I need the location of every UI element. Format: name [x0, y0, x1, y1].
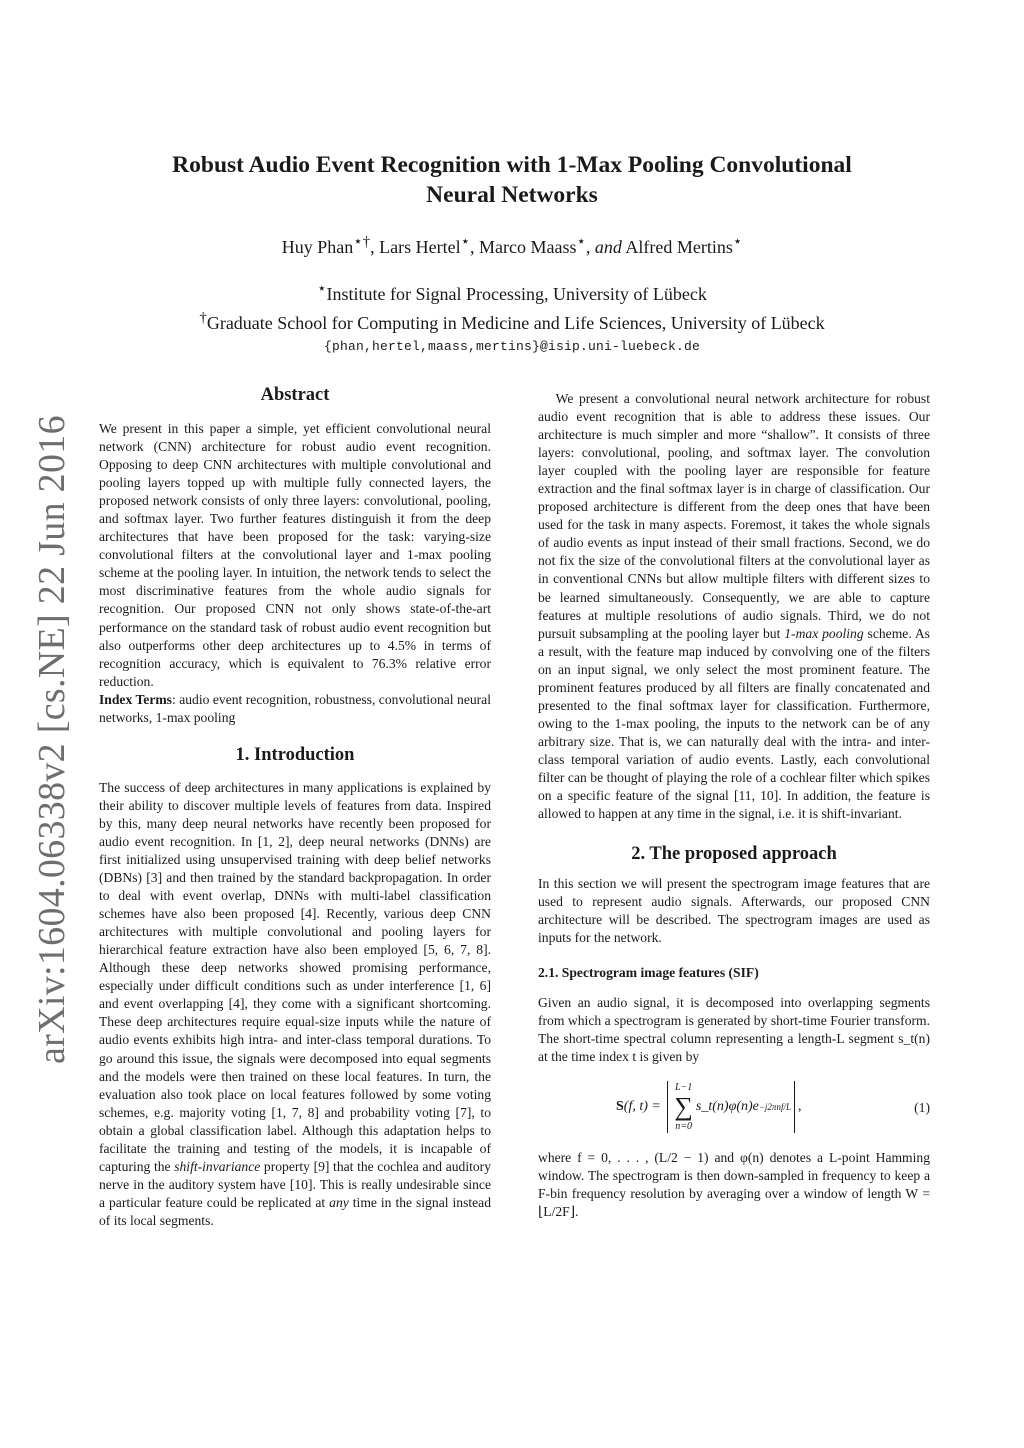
author-4: Alfred Mertins: [621, 237, 733, 257]
summation: [674, 1082, 693, 1132]
introduction-paragraph-2: [538, 390, 930, 823]
intro-p1-text: time in the signal instead of its local segments.: [99, 1194, 492, 1228]
index-terms: [99, 691, 491, 727]
author-1-marks: ⋆†: [353, 234, 371, 250]
intro-p2-text: We present a convolutional neural network architecture for robust audio event recognition that is able to address these issues. Our architecture is much simpler and more “shallow”. It consists of three layers: convolutional, pooling, and softmax layer. The convolution layer coupled with the pooling layer are responsible for feature extraction and the final softmax layer is in charge of classification. Our proposed architecture is different from the deep ones that have been used for the task in many aspects. Foremost, it takes the whole signals of audio events as input instead of their small fractions. Second, we do not fix the size of the convolutional filters at the convolutional layer as in conventional CNNs but allow multiple filters with different sizes to be learned simultaneously. Consequently, we are able to capture features at multiple resolutions of audio signals. Third, we do not pursuit subsampling at the pooling layer but: [538, 391, 930, 641]
author-3: Marco Maass: [479, 237, 577, 257]
affiliation-1-mark: ⋆: [317, 281, 327, 297]
equation-body: [616, 1081, 801, 1133]
author-list: [140, 230, 884, 259]
sum-lower-limit: n=0: [675, 1120, 692, 1132]
sif-paragraph-2: where f = 0, . . . , (L/2 − 1) and φ(n) denotes a L-point Hamming window. The spectrogram is then down-sampled in frequency to keep a F-bin frequency resolution by averaging over a window of length W = ⌊L/2F⌋.: [538, 1149, 930, 1219]
sum-symbol: ∑: [674, 1091, 693, 1121]
intro-p1-text: property [9] that the cochlea and auditory nerve in the auditory system have [10]. This is really undesirable since a particular feature could be replicated at: [99, 1158, 491, 1210]
author-separator: ,: [470, 237, 479, 257]
title-line-1: Robust Audio Event Recognition with 1-Max Pooling Convolutional: [172, 152, 852, 178]
equation-1: [538, 1077, 930, 1141]
author-separator: ,: [370, 237, 380, 257]
title-line-2: Neural Networks: [426, 182, 598, 208]
paper-title: [140, 150, 884, 210]
index-terms-text: : audio event recognition, robustness, convolutional neural networks, 1-max pooling: [99, 691, 491, 725]
left-column: [99, 384, 491, 1230]
index-terms-label: Index Terms: [99, 691, 172, 707]
equation-exponent: −j2πnf/L: [758, 1101, 791, 1112]
intro-p2-emphasis: 1-max pooling: [784, 625, 864, 641]
equation-lhs-args: (f, t) =: [623, 1098, 665, 1114]
intro-p1-emphasis: shift-invariance: [174, 1158, 261, 1174]
equation-trailing: ,: [797, 1098, 802, 1114]
intro-p2-text: scheme. As a result, with the feature map induced by convolving one of the filters on an input signal, we only select the most prominent feature. The prominent features produced by all filters are finally concatenated and presented to the final softmax layer for classification. Furthermore, owing to the 1-max pooling, the inputs to the network can be of any arbitrary size. That is, we can naturally deal with the intra- and inter-class temporal variation of audio events. Lastly, each convolutional filter can be thought of playing the role of a cochlear filter which spikes on a specific feature of the signal [11, 10]. In addition, the feature is allowed to happen at any time in the signal, i.e. it is shift-invariant.: [538, 625, 930, 822]
right-column: [538, 384, 930, 1221]
equation-lhs-symbol: S: [616, 1098, 624, 1114]
author-1: Huy Phan: [281, 237, 354, 257]
introduction-heading: 1. Introduction: [235, 744, 355, 765]
abs-bar-left: [667, 1081, 668, 1133]
abs-bar-right: [794, 1081, 795, 1133]
intro-p1-text: The success of deep architectures in many applications is explained by their ability to discover multiple levels of features from data. Inspired by this, many deep neural networks have recently been proposed for audio event recognition. In [1, 2], deep neural networks (DNNs) are first initialized using unsupervised training with deep belief networks (DBNs) [3] and then trained by the standard backpropagation. In order to deal with event overlap, DNNs with multi-label classification schemes have also been proposed [4]. Recently, various deep CNN architectures with multiple convolutional and pooling layers for hierarchical feature extraction have also been employed [5, 6, 7, 8]. Although these deep networks showed promising performance, especially under difficult conditions such as under interference [1, 6] and event overlapping [4], they come with a significant shortcoming. These deep architectures require equal-size inputs while the nature of audio events exhibits high intra- and inter-class temporal durations. To go around this issue, the signals were decomposed into equal segments and the models were then trained on these local features. In turn, the evaluation also took place on local features followed by some voting schemes, e.g. majority voting [1, 7, 8] and probability voting [7], to obtain a global classification label. Although this adaptation helps to facilitate the training and testing of the models, it is incapable of capturing the: [99, 779, 491, 1174]
affiliation-2: [100, 306, 924, 335]
author-4-mark: ⋆: [732, 234, 743, 250]
approach-heading: 2. The proposed approach: [631, 844, 837, 865]
equation-term: s_t(n)φ(n)e: [695, 1098, 759, 1114]
abstract-heading: Abstract: [260, 385, 330, 405]
affiliation-1: [100, 277, 924, 306]
author-emails: {phan,hertel,maass,mertins}@isip.uni-luebeck.de: [323, 339, 701, 354]
affiliation-2-text: Graduate School for Computing in Medicine and Life Sciences, University of Lübeck: [206, 313, 825, 333]
affiliation-block: [100, 277, 924, 359]
author-3-mark: ⋆: [576, 234, 586, 250]
intro-p1-emphasis: any: [329, 1194, 349, 1210]
approach-paragraph: In this section we will present the spectrogram image features that are used to represent audio signals. Afterwards, our proposed CNN architecture will be described. The spectrogram images are used as inputs for the network.: [538, 876, 930, 946]
sif-paragraph-1: Given an audio signal, it is decomposed into overlapping segments from which a spectrogram is generated by short-time Fourier transform. The short-time spectral column representing a length-L segment s_t(n) at the time index t is given by: [538, 995, 930, 1065]
author-separator: ,: [585, 237, 595, 257]
introduction-paragraph-1: [99, 779, 491, 1230]
affiliation-1-text: Institute for Signal Processing, University of Lübeck: [326, 284, 707, 304]
sif-heading: 2.1. Spectrogram image features (SIF): [538, 965, 759, 981]
abstract-text: We present in this paper a simple, yet efficient convolutional neural network (CNN) architecture for robust audio event recognition. Opposing to deep CNN architectures with multiple convolutional and pooling layers topped up with multiple fully connected layers, the proposed network consists of only three layers: convolutional, pooling, and softmax layer. Two further features distinguish it from the deep architectures that have been proposed for the task: varying-size convolutional filters at the convolutional layer and 1-max pooling scheme at the pooling layer. In intuition, the network tends to select the most discriminative features from the whole audio signals for recognition. Our proposed CNN not only shows state-of-the-art performance on the standard task of robust audio event recognition but also outperforms other deep architectures up to 4.5% in terms of recognition accuracy, which is equivalent to 76.3% relative error reduction.: [99, 421, 491, 689]
sum-upper-limit: L−1: [674, 1081, 693, 1093]
author-2-mark: ⋆: [460, 234, 470, 250]
and-conjunction: and: [594, 237, 622, 257]
equation-number: (1): [914, 1099, 930, 1115]
author-2: Lars Hertel: [379, 237, 461, 257]
affiliation-2-mark: †: [199, 310, 207, 326]
arxiv-identifier: arXiv:1604.06338v2 [cs.NE] 22 Jun 2016: [31, 415, 73, 1064]
